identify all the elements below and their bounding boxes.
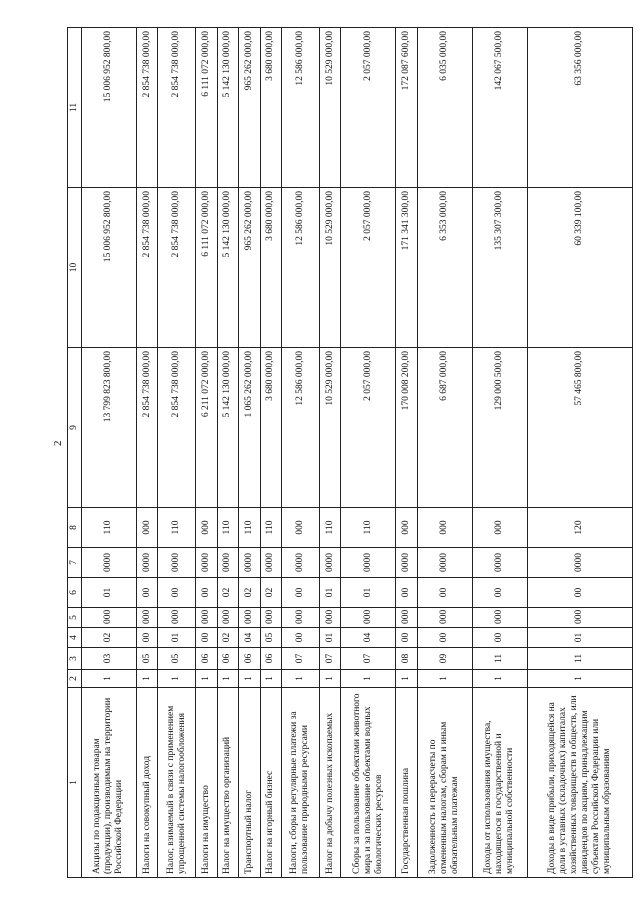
revenue-name-cell: Налог на добычу полезных ископаемых [320, 688, 341, 878]
code-cell: 1 [260, 670, 281, 688]
code-cell: 000 [281, 608, 319, 628]
code-cell: 000 [417, 508, 472, 548]
header-cell: 5 [68, 608, 82, 628]
code-cell: 00 [417, 628, 472, 648]
amount-cell: 2 854 738 000,00 [158, 348, 196, 508]
code-cell: 0000 [82, 548, 137, 578]
header-cell: 10 [68, 188, 82, 348]
code-cell: 000 [136, 508, 157, 548]
budget-revenue-table [67, 27, 633, 878]
code-cell: 00 [196, 578, 217, 608]
code-cell: 110 [217, 508, 238, 548]
amount-cell: 12 586 000,00 [281, 188, 319, 348]
code-cell: 00 [158, 578, 196, 608]
amount-cell: 10 529 000,00 [320, 348, 341, 508]
code-cell: 000 [82, 608, 137, 628]
code-cell: 05 [136, 648, 157, 670]
code-cell: 00 [417, 578, 472, 608]
code-cell: 07 [341, 648, 396, 670]
amount-cell: 135 307 300,00 [472, 188, 527, 348]
amount-cell: 2 854 738 000,00 [136, 188, 157, 348]
header-cell: 11 [68, 28, 82, 188]
code-cell: 000 [260, 608, 281, 628]
table-row [417, 28, 472, 878]
code-cell: 01 [158, 628, 196, 648]
code-cell: 000 [472, 508, 527, 548]
table-row [82, 28, 137, 878]
code-cell: 01 [320, 578, 341, 608]
code-cell: 110 [82, 508, 137, 548]
rotated-table-wrapper [67, 28, 633, 878]
code-cell: 00 [472, 628, 527, 648]
amount-cell: 63 356 000,00 [527, 28, 632, 188]
code-cell: 000 [396, 608, 417, 628]
code-cell: 110 [239, 508, 260, 548]
code-cell: 00 [136, 628, 157, 648]
amount-cell: 2 057 000,00 [341, 28, 396, 188]
code-cell: 02 [82, 628, 137, 648]
code-cell: 110 [260, 508, 281, 548]
amount-cell: 2 057 000,00 [341, 348, 396, 508]
code-cell: 0000 [527, 548, 632, 578]
table-row [158, 28, 196, 878]
code-cell: 0000 [158, 548, 196, 578]
code-cell: 08 [396, 648, 417, 670]
amount-cell: 10 529 000,00 [320, 188, 341, 348]
amount-cell: 6 111 072 000,00 [196, 28, 217, 188]
code-cell: 0000 [341, 548, 396, 578]
code-cell: 00 [281, 628, 319, 648]
code-cell: 0000 [260, 548, 281, 578]
page-number: 2 [52, 440, 64, 446]
code-cell: 0000 [239, 548, 260, 578]
revenue-name-cell: Налог, взимаемый в связи с применением упрощенной системы налогообложения [158, 688, 196, 878]
code-cell: 000 [320, 608, 341, 628]
code-cell: 04 [239, 628, 260, 648]
amount-cell: 6 035 000,00 [417, 28, 472, 188]
amount-cell: 57 465 800,00 [527, 348, 632, 508]
revenue-name-cell: Доходы в виде прибыли, приходящейся на доли в уставных (складочных) капиталах хозяйственных товариществ и обществ, или дивидендов по акциям, принадлежащим субъектам Российской Федерации или муниципальным образованиям [527, 688, 632, 878]
code-cell: 1 [239, 670, 260, 688]
table-row [136, 28, 157, 878]
revenue-name-cell: Сборы за пользование объектами животного мира и за пользование объектами водных биологических ресурсов [341, 688, 396, 878]
code-cell: 00 [396, 578, 417, 608]
amount-cell: 12 586 000,00 [281, 348, 319, 508]
code-cell: 1 [281, 670, 319, 688]
code-cell: 02 [260, 578, 281, 608]
table-row [281, 28, 319, 878]
code-cell: 00 [396, 628, 417, 648]
code-cell: 120 [527, 508, 632, 548]
header-cell: 2 [68, 670, 82, 688]
code-cell: 00 [281, 578, 319, 608]
code-cell: 000 [158, 608, 196, 628]
revenue-name-cell: Налог на игорный бизнес [260, 688, 281, 878]
code-cell: 110 [320, 508, 341, 548]
code-cell: 000 [341, 608, 396, 628]
code-cell: 000 [527, 608, 632, 628]
revenue-name-cell: Задолженность и перерасчеты по отмененным налогам, сборам и иным обязательным платежам [417, 688, 472, 878]
table-row [239, 28, 260, 878]
code-cell: 000 [136, 608, 157, 628]
code-cell: 000 [196, 508, 217, 548]
code-cell: 1 [341, 670, 396, 688]
code-cell: 1 [527, 670, 632, 688]
code-cell: 1 [320, 670, 341, 688]
table-row [341, 28, 396, 878]
code-cell: 06 [217, 648, 238, 670]
revenue-name-cell: Доходы от использования имущества, находящегося в государственной и муниципальной собственности [472, 688, 527, 878]
amount-cell: 5 142 130 000,00 [217, 348, 238, 508]
code-cell: 01 [320, 628, 341, 648]
header-cell: 4 [68, 628, 82, 648]
code-cell: 07 [281, 648, 319, 670]
header-cell: 1 [68, 688, 82, 878]
amount-cell: 15 006 952 800,00 [82, 188, 137, 348]
code-cell: 01 [341, 578, 396, 608]
code-cell: 1 [396, 670, 417, 688]
code-cell: 00 [527, 578, 632, 608]
amount-cell: 2 854 738 000,00 [158, 188, 196, 348]
amount-cell: 10 529 000,00 [320, 28, 341, 188]
amount-cell: 129 000 500,00 [472, 348, 527, 508]
code-cell: 000 [396, 508, 417, 548]
amount-cell: 1 065 262 000,00 [239, 348, 260, 508]
amount-cell: 6 211 072 000,00 [196, 348, 217, 508]
code-cell: 0000 [196, 548, 217, 578]
table-row [320, 28, 341, 878]
code-cell: 000 [239, 608, 260, 628]
code-cell: 06 [196, 648, 217, 670]
header-cell: 9 [68, 348, 82, 508]
code-cell: 1 [417, 670, 472, 688]
code-cell: 09 [417, 648, 472, 670]
amount-cell: 60 339 100,00 [527, 188, 632, 348]
code-cell: 07 [320, 648, 341, 670]
revenue-name-cell: Транспортный налог [239, 688, 260, 878]
amount-cell: 5 142 130 000,00 [217, 28, 238, 188]
code-cell: 110 [158, 508, 196, 548]
code-cell: 05 [158, 648, 196, 670]
revenue-name-cell: Налоги на имущество [196, 688, 217, 878]
code-cell: 0000 [472, 548, 527, 578]
amount-cell: 6 687 000,00 [417, 348, 472, 508]
code-cell: 02 [217, 628, 238, 648]
code-cell: 02 [239, 578, 260, 608]
revenue-name-cell: Налог на имущество организаций [217, 688, 238, 878]
code-cell: 000 [472, 608, 527, 628]
code-cell: 0000 [396, 548, 417, 578]
amount-cell: 6 111 072 000,00 [196, 188, 217, 348]
amount-cell: 2 057 000,00 [341, 188, 396, 348]
revenue-name-cell: Налоги на совокупный доход [136, 688, 157, 878]
code-cell: 0000 [136, 548, 157, 578]
header-cell: 3 [68, 648, 82, 670]
code-cell: 11 [527, 648, 632, 670]
amount-cell: 13 799 823 800,00 [82, 348, 137, 508]
amount-cell: 6 353 000,00 [417, 188, 472, 348]
code-cell: 00 [196, 628, 217, 648]
amount-cell: 3 680 000,00 [260, 348, 281, 508]
code-cell: 0000 [417, 548, 472, 578]
amount-cell: 171 341 300,00 [396, 188, 417, 348]
code-cell: 0000 [320, 548, 341, 578]
revenue-name-cell: Акцизы по подакцизным товарам (продукции), производимым на территории Российской Федерации [82, 688, 137, 878]
code-cell: 00 [136, 578, 157, 608]
amount-cell: 170 008 200,00 [396, 348, 417, 508]
amount-cell: 172 087 600,00 [396, 28, 417, 188]
table-row [472, 28, 527, 878]
header-cell: 7 [68, 548, 82, 578]
amount-cell: 15 006 952 800,00 [82, 28, 137, 188]
amount-cell: 2 854 738 000,00 [136, 28, 157, 188]
table-header-row [68, 28, 82, 878]
code-cell: 000 [217, 608, 238, 628]
code-cell: 1 [82, 670, 137, 688]
code-cell: 01 [82, 578, 137, 608]
code-cell: 000 [417, 608, 472, 628]
amount-cell: 965 262 000,00 [239, 28, 260, 188]
amount-cell: 5 142 130 000,00 [217, 188, 238, 348]
code-cell: 1 [196, 670, 217, 688]
code-cell: 03 [82, 648, 137, 670]
code-cell: 05 [260, 628, 281, 648]
code-cell: 110 [341, 508, 396, 548]
code-cell: 000 [196, 608, 217, 628]
code-cell: 1 [158, 670, 196, 688]
revenue-name-cell: Налоги, сборы и регулярные платежи за пользование природными ресурсами [281, 688, 319, 878]
table-row [196, 28, 217, 878]
table-row [260, 28, 281, 878]
amount-cell: 965 262 000,00 [239, 188, 260, 348]
amount-cell: 2 854 738 000,00 [136, 348, 157, 508]
code-cell: 02 [217, 578, 238, 608]
code-cell: 1 [472, 670, 527, 688]
amount-cell: 12 586 000,00 [281, 28, 319, 188]
table-row [396, 28, 417, 878]
code-cell: 04 [341, 628, 396, 648]
code-cell: 06 [239, 648, 260, 670]
amount-cell: 142 067 500,00 [472, 28, 527, 188]
header-cell: 8 [68, 508, 82, 548]
code-cell: 06 [260, 648, 281, 670]
amount-cell: 3 680 000,00 [260, 28, 281, 188]
code-cell: 0000 [217, 548, 238, 578]
amount-cell: 3 680 000,00 [260, 188, 281, 348]
code-cell: 01 [527, 628, 632, 648]
code-cell: 00 [472, 578, 527, 608]
revenue-name-cell: Государственная пошлина [396, 688, 417, 878]
code-cell: 000 [281, 508, 319, 548]
header-cell: 6 [68, 578, 82, 608]
table-row [527, 28, 632, 878]
code-cell: 0000 [281, 548, 319, 578]
code-cell: 1 [136, 670, 157, 688]
code-cell: 11 [472, 648, 527, 670]
amount-cell: 2 854 738 000,00 [158, 28, 196, 188]
table-row [217, 28, 238, 878]
code-cell: 1 [217, 670, 238, 688]
